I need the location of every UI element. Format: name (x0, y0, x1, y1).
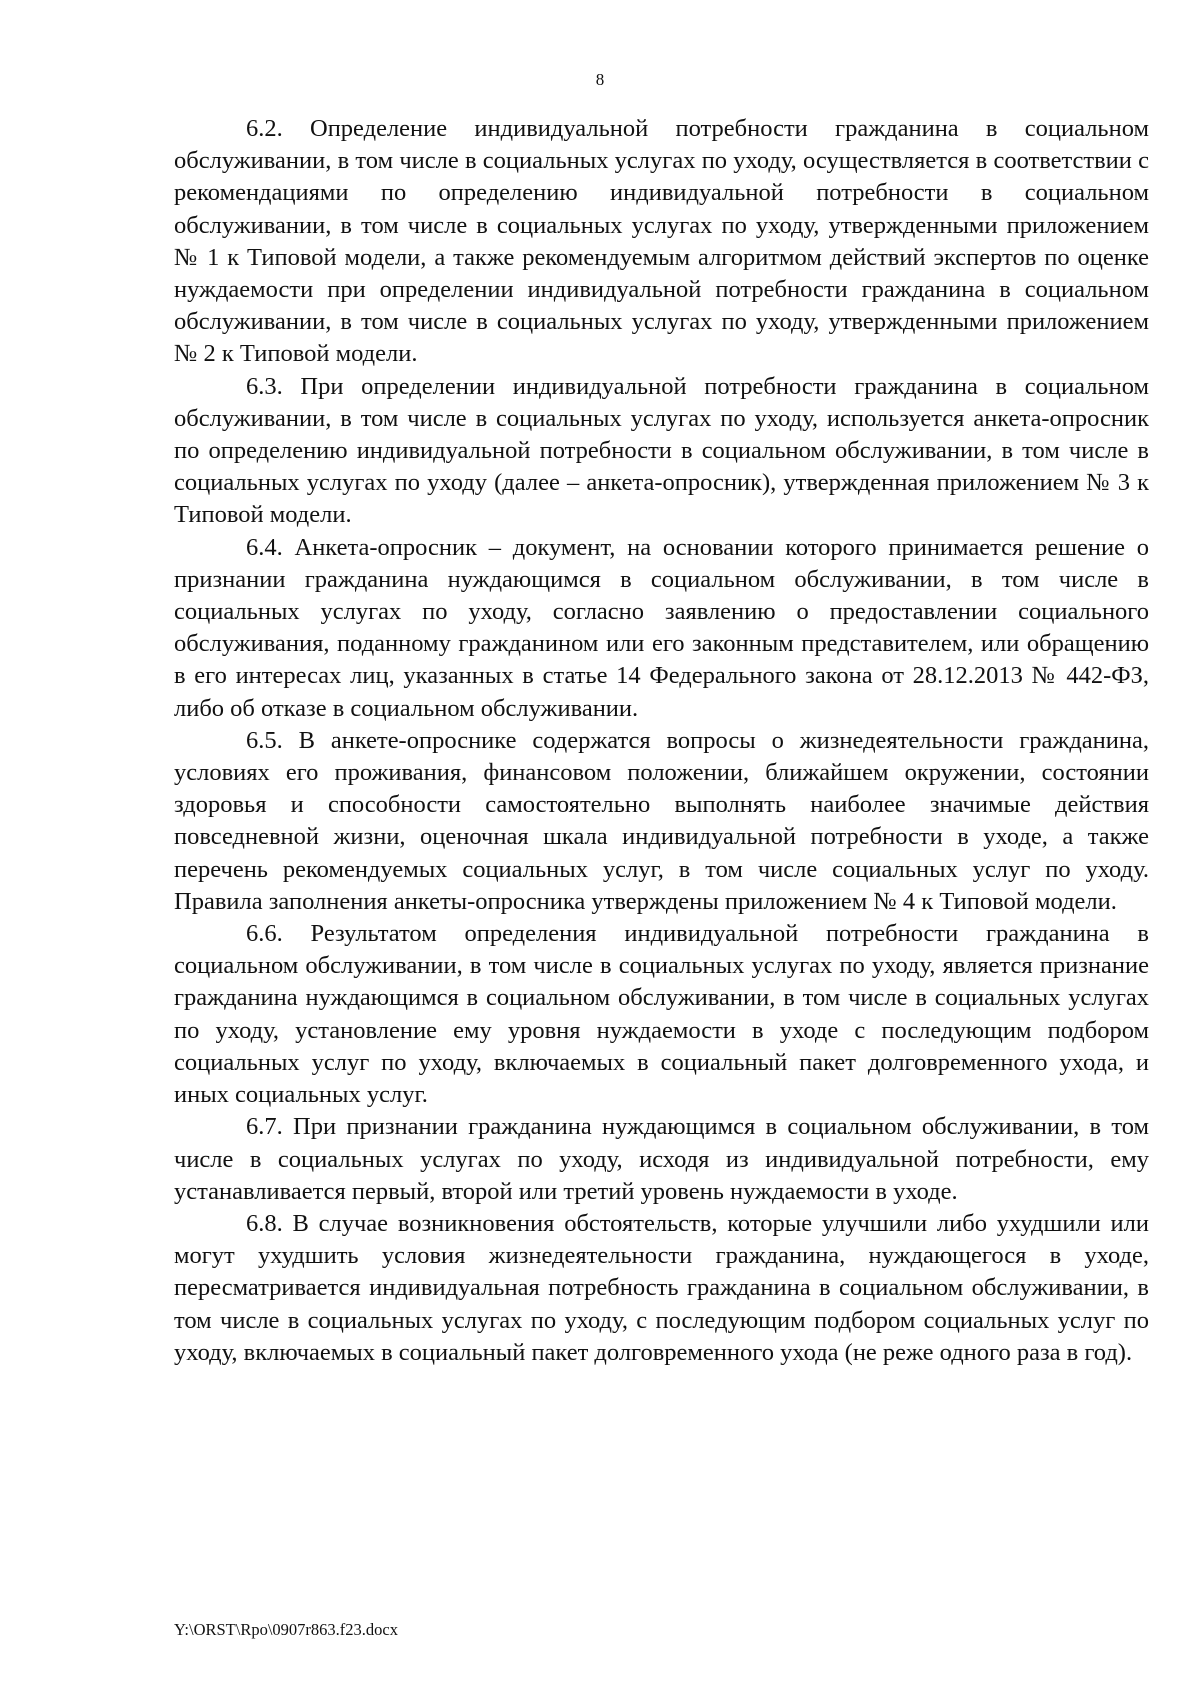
paragraph-6-2: 6.2. Определение индивидуальной потребности гражданина в социальном обслуживании, в том числе в социальных услугах по уходу, осуществляется в соответствии с рекомендациями по определению индивидуальной потребности в социальном обслуживании, в том числе в социальных услугах по уходу, утвержденными приложением № 1 к Типовой модели, а также рекомендуемым алгоритмом действий экспертов по оценке нуждаемости при определении индивидуальной потребности гражданина в социальном обслуживании, в том числе в социальных услугах по уходу, утвержденными приложением № 2 к Типовой модели. (174, 115, 1149, 368)
paragraph-6-7: 6.7. При признании гражданина нуждающимся в социальном обслуживании, в том числе в социальных услугах по уходу, исходя из индивидуальной потребности, ему устанавливается первый, второй или третий уровень нуждаемости в уходе. (174, 1113, 1149, 1205)
paragraph-6-4: 6.4. Анкета-опросник – документ, на основании которого принимается решение о признании гражданина нуждающимся в социальном обслуживании, в том числе в социальных услугах по уходу, согласно заявлению о предоставлении социального обслуживания, поданному гражданином или его законным представителем, или обращению в его интересах лиц, указанных в статье 14 Федерального закона от 28.12.2013 № 442-ФЗ, либо об отказе в социальном обслуживании. (174, 533, 1149, 722)
paragraph-6-5: 6.5. В анкете-опроснике содержатся вопросы о жизнедеятельности гражданина, условиях его проживания, финансовом положении, ближайшем окружении, состоянии здоровья и способности самостоятельно выполнять наиболее значимые действия повседневной жизни, оценочная шкала индивидуальной потребности в уходе, а также перечень рекомендуемых социальных услуг, в том числе социальных услуг по уходу. Правила заполнения анкеты-опросника утверждены приложением № 4 к Типовой модели. (174, 726, 1149, 915)
paragraph-6-6: 6.6. Результатом определения индивидуальной потребности гражданина в социальном обслуживании, в том числе в социальных услугах по уходу, является признание гражданина нуждающимся в социальном обслуживании, в том числе в социальных услугах по уходу, установление ему уровня нуждаемости в уходе с последующим подбором социальных услуг по уходу, включаемых в социальный пакет долговременного ухода, и иных социальных услуг. (174, 920, 1149, 1109)
document-body (174, 113, 1149, 1369)
paragraph-6-3: 6.3. При определении индивидуальной потребности гражданина в социальном обслуживании, в том числе в социальных услугах по уходу, используется анкета-опросник по определению индивидуальной потребности в социальном обслуживании, в том числе в социальных услугах по уходу (далее – анкета-опросник), утвержденная приложением № 3 к Типовой модели. (174, 372, 1149, 529)
page-number: 8 (595, 70, 605, 89)
paragraph-6-8: 6.8. В случае возникновения обстоятельств, которые улучшили либо ухудшили или могут ухудшить условия жизнедеятельности гражданина, нуждающегося в уходе, пересматривается индивидуальная потребность гражданина в социальном обслуживании, в том числе в социальных услугах по уходу, с последующим подбором социальных услуг по уходу, включаемых в социальный пакет долговременного ухода (не реже одного раза в год). (174, 1209, 1149, 1366)
footer-file-path: Y:\ORST\Rpo\0907r863.f23.docx (174, 1620, 398, 1639)
